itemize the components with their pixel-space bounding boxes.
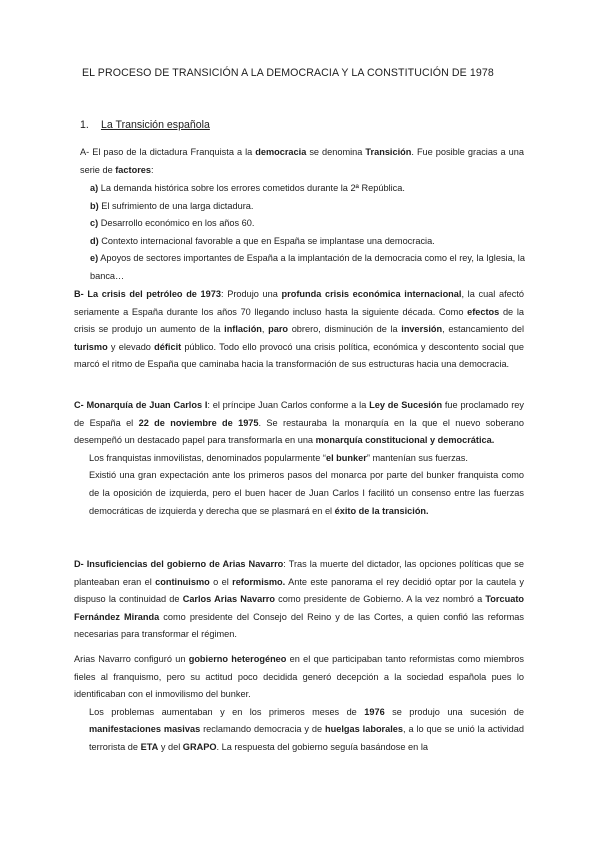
- paragraph-e-problems: [74, 704, 524, 757]
- text: . La respuesta del gobierno seguía basándose en la: [216, 741, 428, 752]
- bold-text: 22 de noviembre de 1975: [138, 417, 259, 428]
- paragraph-d-text: [74, 556, 524, 644]
- text: ” mantenían sus fuerzas.: [366, 452, 468, 463]
- paragraph-c: [74, 397, 524, 520]
- list-item: [90, 215, 526, 233]
- bold-text: ETA: [140, 741, 159, 752]
- text: público. Todo ello provocó una crisis política, económica y descontento social que marcó el ritmo de España que caminaba hacia la transformación de sus estructuras hacia una democracia.: [74, 341, 525, 370]
- text: , la cual afectó seriamente a España durante los años 70 llegando incluso hasta la siguiente década. Como: [74, 289, 525, 317]
- list-text: Desarrollo económico en los años 60.: [98, 218, 255, 229]
- bold-text: B- La crisis del petróleo de 1973: [74, 289, 222, 299]
- list-text: Apoyos de sectores importantes de España a la implantación de la democracia como el rey, la Iglesia, la banca…: [90, 253, 525, 281]
- text: . Fue posible gracias a una serie de: [80, 147, 524, 175]
- bold-text: turismo: [74, 341, 108, 352]
- bold-text: democracia: [255, 147, 307, 157]
- factors-list: [90, 180, 526, 286]
- text: Ante este panorama el rey decidió optar por la cautela y dispuso la continuidad de: [74, 576, 525, 605]
- text: como presidente de Gobierno. A la vez nombró a: [274, 594, 486, 605]
- bold-text: inversión: [401, 324, 443, 335]
- text: : Tras la muerte del dictador, las opciones políticas que se planteaban eran el: [74, 559, 524, 587]
- text: , estancamiento del: [442, 324, 524, 335]
- bold-text: Torcuato Fernández Miranda: [74, 594, 524, 622]
- text: Los problemas aumentaban y en los primeros meses de: [89, 706, 365, 717]
- bold-text: GRAPO: [182, 741, 217, 752]
- bold-text: éxito de la transición.: [334, 505, 429, 516]
- bold-text: C- Monarquía de Juan Carlos I: [74, 400, 208, 410]
- text: A- El paso de la dictadura Franquista a la: [80, 147, 256, 157]
- list-item: [90, 198, 526, 216]
- bold-text: paro: [268, 324, 289, 335]
- text: , a lo que se unió la actividad terrorista de: [89, 724, 524, 752]
- list-text: La demanda histórica sobre los errores cometidos durante la 2ª República.: [98, 183, 405, 193]
- text: o el: [209, 576, 233, 587]
- list-letter: e): [90, 253, 99, 264]
- paragraph-a: [80, 144, 524, 179]
- paragraph-b-text: [74, 286, 524, 374]
- paragraph-c-bunker: [74, 450, 524, 468]
- text: en el que participaban tanto reformistas como miembros fieles al franquismo, pero su actitud poco decidida generó decepción a la sociedad española pues lo identificaban con el inmovilismo del bunker.: [74, 654, 524, 700]
- section-label: La Transición española: [100, 119, 210, 131]
- bold-text: profunda crisis económica internacional: [281, 289, 462, 299]
- bold-text: 1976: [364, 706, 385, 717]
- paragraph-c-expectation: [74, 467, 524, 520]
- bold-text: inflación: [224, 324, 262, 335]
- text: y del: [158, 741, 183, 752]
- text: de la crisis se produjo un aumento de la: [74, 306, 524, 335]
- text: Arias Navarro configuró un: [74, 654, 189, 664]
- list-letter: a): [90, 183, 99, 193]
- bold-text: Carlos Arias Navarro: [182, 594, 275, 605]
- list-text: Contexto internacional favorable a que en España se implantase una democracia.: [98, 235, 435, 246]
- bold-text: D- Insuficiencias del gobierno de Arias Navarro: [74, 559, 284, 569]
- list-letter: b): [90, 200, 99, 211]
- paragraph-c-text: [74, 397, 524, 450]
- bold-text: monarquía constitucional y democrática.: [315, 435, 495, 446]
- text: y elevado: [107, 341, 155, 352]
- text: :: [151, 164, 154, 175]
- bold-text: gobierno heterogéneo: [188, 654, 287, 664]
- document-title: EL PROCESO DE TRANSICIÓN A LA DEMOCRACIA Y LA CONSTITUCIÓN DE 1978: [82, 67, 494, 79]
- section-heading: [80, 119, 210, 131]
- section-number: 1.: [80, 119, 89, 131]
- paragraph-b: [74, 286, 524, 374]
- list-item: [90, 250, 526, 285]
- text: ,: [261, 324, 269, 335]
- bold-text: reformismo.: [232, 576, 286, 587]
- text: se produjo una sucesión de: [384, 706, 524, 717]
- bold-text: huelgas laborales: [325, 724, 404, 735]
- list-item: [90, 180, 526, 198]
- text: obrero, disminución de la: [288, 324, 402, 335]
- list-text: El sufrimiento de una larga dictadura.: [98, 200, 254, 211]
- text: : Produjo una: [221, 289, 282, 299]
- bold-text: efectos: [467, 306, 500, 317]
- text: Existió una gran expectación ante los primeros pasos del monarca por parte del bunker franquista como de la oposición de izquierda, pero el buen hacer de Juan Carlos I facilitó un consenso entre las fuerzas democráticas de izquierda y derecha que se plasmará en el: [89, 470, 524, 516]
- bold-text: déficit: [154, 341, 182, 352]
- paragraph-a-intro: [80, 144, 524, 179]
- paragraph-e-text: [74, 651, 524, 704]
- list-letter: c): [90, 218, 99, 229]
- bold-text: manifestaciones masivas: [89, 724, 201, 735]
- text: se denomina: [306, 147, 366, 157]
- paragraph-e: [74, 651, 524, 757]
- bold-text: el bunker: [325, 452, 367, 463]
- list-letter: d): [90, 235, 99, 246]
- text: : el príncipe Juan Carlos conforme a la: [207, 400, 370, 410]
- text: reclamando democracia y de: [200, 724, 326, 735]
- bold-text: Ley de Sucesión: [369, 400, 443, 410]
- text: fue proclamado rey de España el: [74, 400, 524, 428]
- bold-text: Transición: [365, 147, 412, 157]
- bold-text: continuismo: [155, 576, 210, 587]
- text: Los franquistas inmovilistas, denominados popularmente “: [89, 452, 326, 463]
- list-item: [90, 233, 526, 251]
- bold-text: factores: [115, 164, 151, 175]
- paragraph-d: [74, 556, 524, 644]
- text: . Se restauraba la monarquía en la que el nuevo soberano desempeñó un destacado papel para transformarla en una: [74, 417, 524, 446]
- text: como presidente del Consejo del Reino y de las Cortes, a quien confió las reformas necesarias para transformar el régimen.: [74, 611, 524, 640]
